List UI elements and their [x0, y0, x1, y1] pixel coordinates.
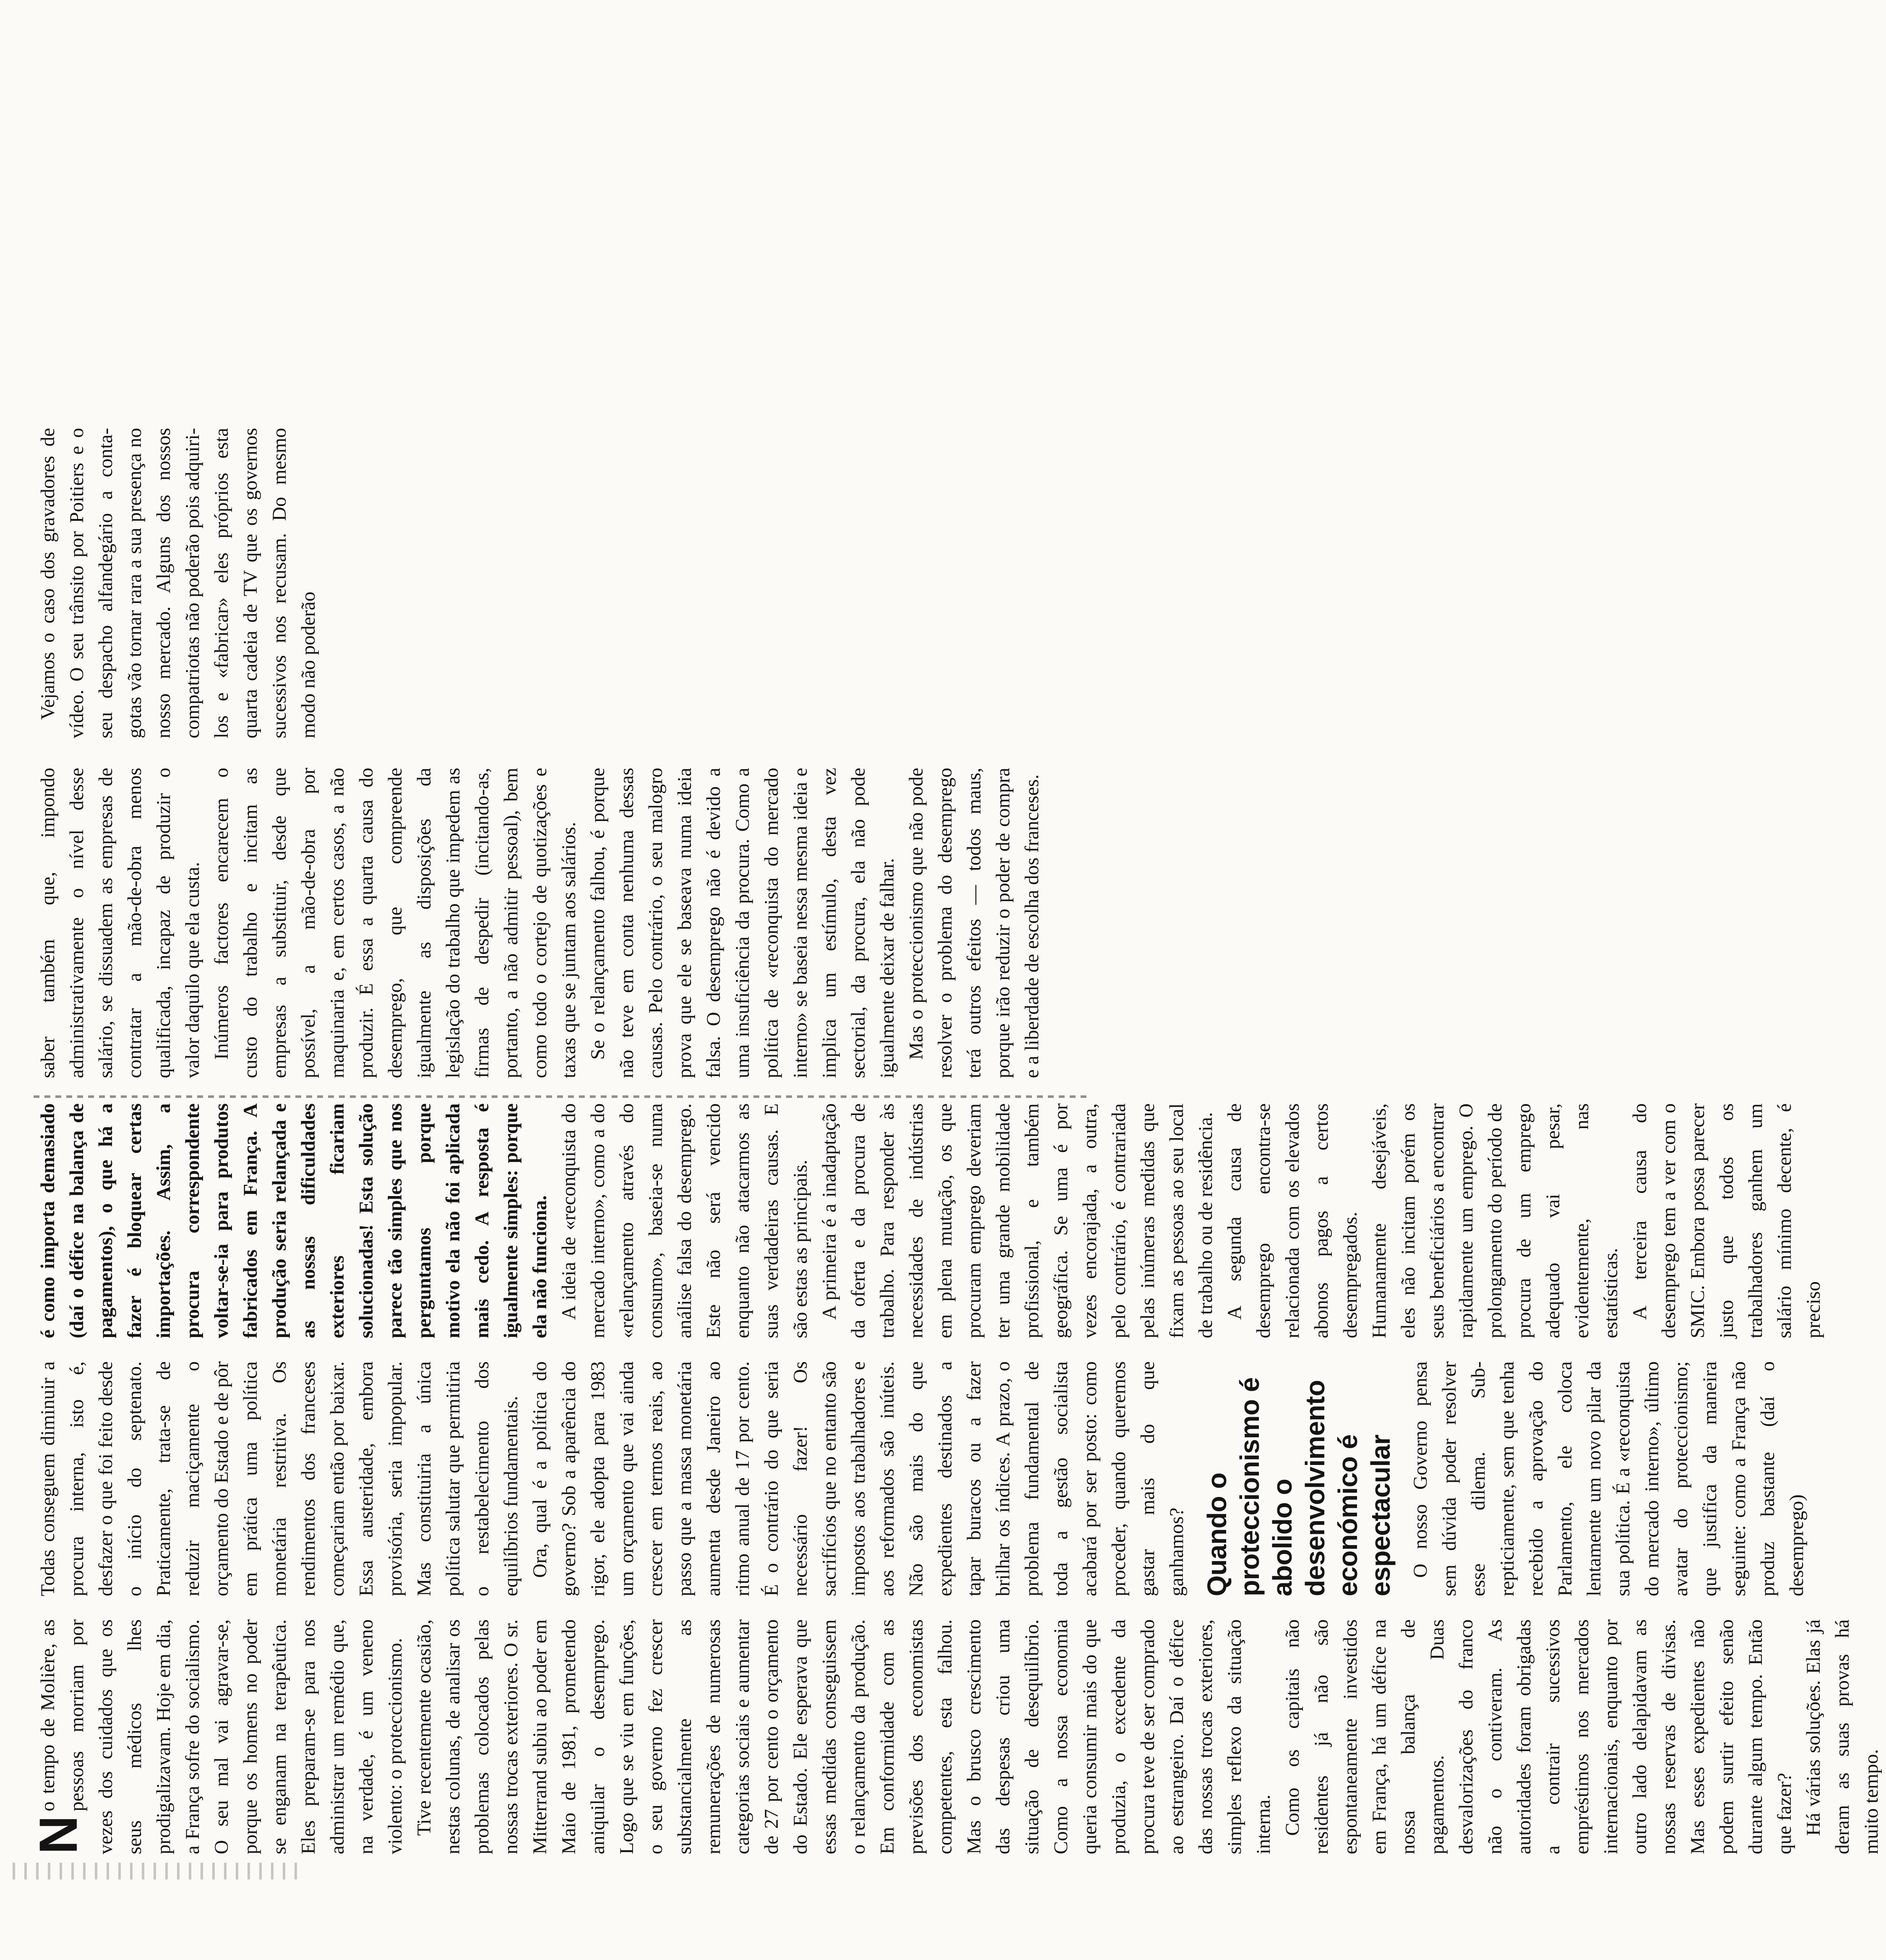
paragraph: A primeira é a inadaptação da oferta e da procura de trabalho. Para responder às necessidades de indústrias em plena mutação, os que procuram emprego deveriam ter uma grande mobilidade profissional, e também geográfica. Se uma é por vezes encorajada, a outra, pelo contrário, é contrariada pelas inúmeras medidas que fixam as pessoas ao seu local de trabalho ou de residência. [818, 1103, 1217, 1338]
paragraph: Inúmeros factores encarecem o custo do trabalho e incitam as empresas a substituir, desde que possível, a mão-de-obra por maquinaria e, em certos casos, a não produzir. É essa a quarta causa do desemprego, que compreende igualmente as disposições da legislação do trabalho que impedem as firmas de despedir (incitando-as, portanto, a não admitir pessoal), bem como todo o cortejo de quotizações e taxas que se juntam aos salários. [211, 768, 580, 1078]
paragraph: A terceira causa do desemprego tem a ver com o SMIC. Embora possa parecer justo que todos os trabalhadores ganhem um salário mínimo decente, é preciso [1629, 1103, 1824, 1338]
paragraph: Se o relançamento falhou, é porque não teve em conta nenhuma dessas causas. Pelo contrário, o seu malogro prova que ele se baseava numa ideia falsa. O desemprego não é devido a uma insuficiência da procura. Como a política de «reconquista do mercado interno» se baseia nessa mesma ideia e implica um estímulo, desta vez sectorial, da procura, ela não pode igualmente deixar de falhar. [587, 768, 898, 1078]
article-main-block [29, 1099, 1882, 1854]
paragraph: Vejamos o caso dos gravadores de vídeo. O seu trânsito por Poitiers e o seu despacho alfandegário a conta-gotas vão tornar rara a sua presença no nosso mercado. Alguns dos nossos compatriotas não poderão pois adquiri-los e «fabricar» eles próprios esta quarta cadeia de TV que os governos sucessivos nos recusam. Do mesmo modo não poderão [37, 428, 319, 738]
paragraph: Como os capitais não residentes já não são espontaneamente investidos em França, há um défice na nossa balança de pagamentos. Duas desvalorizações do franco não o contiveram. As autoridades foram obrigadas a contrair sucessivos empréstimos nos mercados internacionais, enquanto por outro lado delapidavam as nossas reservas de divisas. Mas esses expedientes não podem surtir efeito senão durante algum tempo. Então que fazer? [1282, 1619, 1795, 1854]
rotated-article [29, 403, 1882, 1854]
section-heading: Quando o proteccionismo é abolido o desenvolvimento económico é espectacular [1202, 1377, 1396, 1596]
article-continuation-block [34, 403, 1043, 1078]
paragraph: Há várias soluções. Elas já deram as suas provas há muito tempo. [1803, 1619, 1882, 1854]
paragraph: Todas conseguem diminuir a procura interna, isto é, desfazer o que foi feito desde o início do septenato. Praticamente, trata-se de reduzir maciçamente o orçamento do Estado e de pôr em prática uma política monetária restritiva. Os rendimentos dos franceses começariam então por baixar. Essa austeridade, embora provisória, seria impopular. Mas constituiria a única política salutar que permitiria o restabelecimento dos equilíbrios fundamentais. [37, 1361, 522, 1596]
paragraph: O nosso Governo pensa sem dúvida poder resolver esse dilema. Sub-repticiamente, sem que tenha recebido a aprovação do Parlamento, ele coloca lentamente um novo pilar da sua política. É a «reconquista do mercado interno», último avatar do proteccionismo; que justifica da maneira seguinte: como a França não produz bastante (daí o desemprego) [1409, 1361, 1808, 1596]
paragraph: Mas o proteccionismo que não pode resolver o problema do desemprego terá outros efeitos — todos maus, porque irão reduzir o poder de compra e a liberdade de escolha dos franceses. [905, 768, 1043, 1078]
paragraph: A ideia de «reconquista do mercado interno», como a do «relançamento através do consumo», baseia-se numa análise falsa do desemprego. Este não será vencido enquanto não atacarmos as suas verdadeiras causas. E são estas as principais. [558, 1103, 811, 1338]
text-column-4 [34, 768, 1043, 1078]
paragraph: é como importa demasiado (daí o défice na balança de pagamentos), o que há a fazer é bloquear certas importações. Assim, a procura correspondente voltar-se-ia para produtos fabricados em França. A produção seria relançada e as nossas dificuldades exteriores ficariam solucionadas! Esta solução parece tão simples que nos perguntamos porque motivo ela não foi aplicada mais cedo. A resposta é igualmente simples: porque ela não funciona. [37, 1103, 551, 1338]
paragraph [29, 1619, 410, 1854]
paragraph: saber também que, impondo administrativamente o nível desse salário, se dissuadem as empresas de contratar a mão-de-obra menos qualificada, incapaz de produzir o valor daquilo que ela custa. [37, 768, 203, 1078]
drop-cap: N [29, 1815, 89, 1854]
text-column-1 [29, 1619, 1882, 1854]
paragraph: Tive recentemente ocasião, nestas colunas, de analisar os problemas colocados pelas nossas trocas exteriores. O sr. Mitterrand subiu ao poder em Maio de 1981, prometendo aniquilar o desemprego. Logo que se viu em funções, o seu governo fez crescer substancialmente as remunerações de numerosas categorias sociais e aumentar de 27 por cento o orçamento do Estado. Ele esperava que essas medidas conseguissem o relançamento da produção. Em conformidade com as previsões dos economistas competentes, esta falhou. Mas o brusco crescimento das despesas criou uma situação de desequilíbrio. Como a nossa economia queria consumir mais do que produzia, o excedente da procura teve de ser comprado ao estrangeiro. Daí o défice das nossas trocas exteriores, simples reflexo da situação interna. [413, 1619, 1274, 1854]
text-column-2 [34, 1361, 1808, 1596]
paragraph-text: o tempo de Molière, as pessoas morriam por vezes dos cuidados que os seus médicos lhes prodigalizavam. Hoje em dia, a França sofre do socialismo. O seu mal vai agravar-se, porque os homens no poder se enganam na terapêutica. Eles preparam-se para nos administrar um remédio que, na verdade, é um veneno violento: o proteccionismo. [37, 1619, 406, 1854]
text-column-3 [34, 1103, 1824, 1338]
page-fold-line [34, 1095, 1091, 1098]
paragraph: Ora, qual é a política do governo? Sob a aparência do rigor, ele adopta para 1983 um orçamento que vai ainda crescer em termos reais, ao passo que a massa monetária aumenta desde Janeiro ao ritmo anual de 17 por cento. É o contrário do que seria necessário fazer! Os sacrifícios que no entanto são impostos aos trabalhadores e aos reformados são inúteis. Não são mais do que expedientes destinados a tapar buracos ou a fazer brilhar os índices. A prazo, o problema fundamental de toda a gestão socialista acabará por ser posto: como proceder, quando queremos gastar mais do que ganhamos? [529, 1361, 1188, 1596]
paragraph: A segunda causa de desemprego encontra-se relacionada com os elevados abonos pagos a certos desempregados. Humanamente desejáveis, eles não incitam porém os seus beneficiários a encontrar rapidamente um emprego. O prolongamento do período de procura de um emprego adequado vai pesar, evidentemente, nas estatísticas. [1224, 1103, 1622, 1338]
text-column-5 [34, 428, 822, 738]
scan-edge-noise [13, 1863, 306, 1879]
